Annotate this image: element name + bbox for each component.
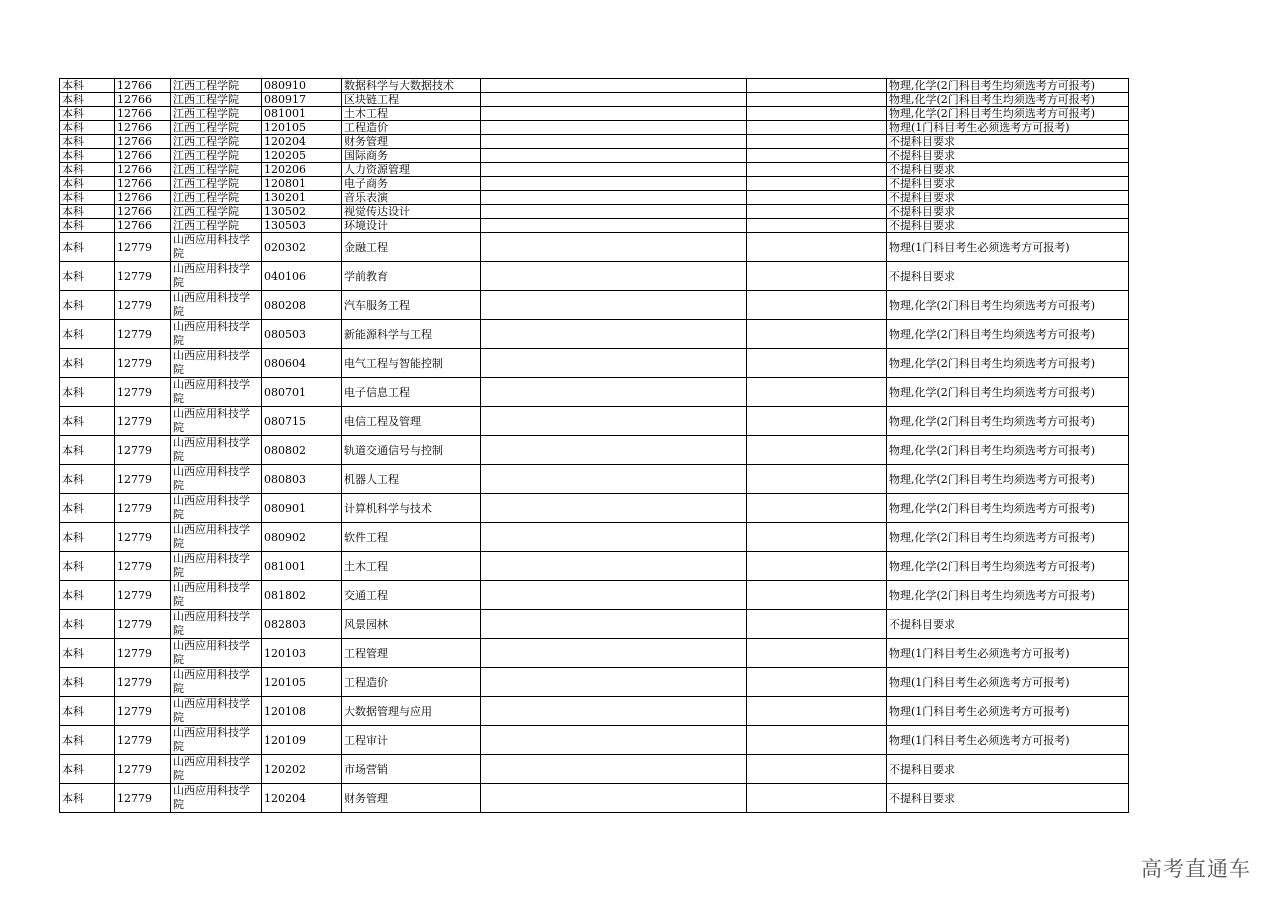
major-name-cell: 区块链工程 [342, 93, 481, 107]
blank-cell [747, 581, 887, 610]
table-row [60, 205, 1129, 219]
level-cell: 本科 [60, 163, 115, 177]
school-code-cell: 12779 [115, 436, 171, 465]
subject-requirement-cell: 不提科目要求 [887, 610, 1129, 639]
blank-cell [481, 610, 747, 639]
school-code-cell: 12779 [115, 610, 171, 639]
blank-cell [481, 668, 747, 697]
blank-cell [481, 79, 747, 93]
blank-cell [747, 163, 887, 177]
subject-requirement-cell: 不提科目要求 [887, 149, 1129, 163]
blank-cell [481, 191, 747, 205]
major-name-cell: 市场营销 [342, 755, 481, 784]
major-code-cell: 080701 [262, 378, 342, 407]
blank-cell [481, 581, 747, 610]
subject-requirement-cell: 不提科目要求 [887, 219, 1129, 233]
blank-cell [481, 726, 747, 755]
table-row [60, 552, 1129, 581]
subject-requirement-cell: 物理,化学(2门科目考生均须选考方可报考) [887, 581, 1129, 610]
subject-requirement-cell: 物理,化学(2门科目考生均须选考方可报考) [887, 407, 1129, 436]
level-cell: 本科 [60, 79, 115, 93]
school-name-cell: 山西应用科技学院 [171, 349, 262, 378]
table-row [60, 668, 1129, 697]
subject-requirement-cell: 物理(1门科目考生必须选考方可报考) [887, 726, 1129, 755]
school-code-cell: 12779 [115, 726, 171, 755]
school-code-cell: 12766 [115, 79, 171, 93]
major-code-cell: 080917 [262, 93, 342, 107]
blank-cell [747, 107, 887, 121]
school-name-cell: 山西应用科技学院 [171, 610, 262, 639]
school-code-cell: 12766 [115, 107, 171, 121]
watermark-text: 高考直通车 [1141, 857, 1251, 881]
blank-cell [747, 523, 887, 552]
subject-requirement-cell: 物理(1门科目考生必须选考方可报考) [887, 668, 1129, 697]
blank-cell [747, 610, 887, 639]
level-cell: 本科 [60, 107, 115, 121]
major-code-cell: 120202 [262, 755, 342, 784]
level-cell: 本科 [60, 668, 115, 697]
blank-cell [481, 163, 747, 177]
school-name-cell: 山西应用科技学院 [171, 523, 262, 552]
blank-cell [481, 436, 747, 465]
major-name-cell: 数据科学与大数据技术 [342, 79, 481, 93]
major-code-cell: 081802 [262, 581, 342, 610]
major-name-cell: 电子商务 [342, 177, 481, 191]
major-name-cell: 人力资源管理 [342, 163, 481, 177]
table-row [60, 121, 1129, 135]
table-row [60, 465, 1129, 494]
level-cell: 本科 [60, 581, 115, 610]
major-code-cell: 082803 [262, 610, 342, 639]
blank-cell [481, 219, 747, 233]
blank-cell [481, 291, 747, 320]
major-name-cell: 汽车服务工程 [342, 291, 481, 320]
blank-cell [481, 320, 747, 349]
blank-cell [747, 219, 887, 233]
school-code-cell: 12779 [115, 494, 171, 523]
blank-cell [747, 262, 887, 291]
table-row [60, 107, 1129, 121]
major-code-cell: 080901 [262, 494, 342, 523]
school-code-cell: 12766 [115, 205, 171, 219]
school-name-cell: 山西应用科技学院 [171, 465, 262, 494]
major-name-cell: 工程管理 [342, 639, 481, 668]
major-code-cell: 080910 [262, 79, 342, 93]
major-code-cell: 120205 [262, 149, 342, 163]
school-name-cell: 山西应用科技学院 [171, 697, 262, 726]
major-code-cell: 120105 [262, 121, 342, 135]
major-name-cell: 工程造价 [342, 121, 481, 135]
blank-cell [481, 135, 747, 149]
school-name-cell: 山西应用科技学院 [171, 668, 262, 697]
school-name-cell: 山西应用科技学院 [171, 639, 262, 668]
blank-cell [747, 784, 887, 813]
school-code-cell: 12779 [115, 523, 171, 552]
subject-requirement-cell: 物理,化学(2门科目考生均须选考方可报考) [887, 79, 1129, 93]
blank-cell [747, 121, 887, 135]
major-name-cell: 音乐表演 [342, 191, 481, 205]
major-name-cell: 工程造价 [342, 668, 481, 697]
table-row [60, 378, 1129, 407]
table-row [60, 639, 1129, 668]
school-code-cell: 12779 [115, 639, 171, 668]
major-name-cell: 软件工程 [342, 523, 481, 552]
school-code-cell: 12779 [115, 784, 171, 813]
table-row [60, 407, 1129, 436]
blank-cell [747, 291, 887, 320]
major-name-cell: 学前教育 [342, 262, 481, 291]
major-code-cell: 040106 [262, 262, 342, 291]
level-cell: 本科 [60, 320, 115, 349]
blank-cell [481, 523, 747, 552]
school-code-cell: 12766 [115, 149, 171, 163]
school-name-cell: 山西应用科技学院 [171, 291, 262, 320]
major-code-cell: 080503 [262, 320, 342, 349]
blank-cell [481, 465, 747, 494]
level-cell: 本科 [60, 291, 115, 320]
major-code-cell: 080802 [262, 436, 342, 465]
major-code-cell: 120204 [262, 784, 342, 813]
level-cell: 本科 [60, 262, 115, 291]
school-name-cell: 江西工程学院 [171, 135, 262, 149]
blank-cell [481, 407, 747, 436]
level-cell: 本科 [60, 639, 115, 668]
school-code-cell: 12779 [115, 552, 171, 581]
blank-cell [747, 552, 887, 581]
school-name-cell: 江西工程学院 [171, 163, 262, 177]
table-row [60, 149, 1129, 163]
blank-cell [481, 697, 747, 726]
level-cell: 本科 [60, 552, 115, 581]
subject-requirement-cell: 不提科目要求 [887, 191, 1129, 205]
subject-requirement-cell: 物理,化学(2门科目考生均须选考方可报考) [887, 107, 1129, 121]
table-row [60, 755, 1129, 784]
table-row [60, 191, 1129, 205]
table-row [60, 135, 1129, 149]
major-name-cell: 财务管理 [342, 784, 481, 813]
table-row [60, 581, 1129, 610]
blank-cell [747, 233, 887, 262]
level-cell: 本科 [60, 121, 115, 135]
subject-requirement-cell: 物理,化学(2门科目考生均须选考方可报考) [887, 291, 1129, 320]
major-name-cell: 电信工程及管理 [342, 407, 481, 436]
school-name-cell: 山西应用科技学院 [171, 755, 262, 784]
major-name-cell: 计算机科学与技术 [342, 494, 481, 523]
blank-cell [747, 205, 887, 219]
subject-requirement-cell: 物理,化学(2门科目考生均须选考方可报考) [887, 320, 1129, 349]
table-row [60, 320, 1129, 349]
level-cell: 本科 [60, 233, 115, 262]
school-code-cell: 12779 [115, 407, 171, 436]
major-code-cell: 120206 [262, 163, 342, 177]
school-name-cell: 江西工程学院 [171, 93, 262, 107]
subject-requirement-cell: 不提科目要求 [887, 784, 1129, 813]
school-code-cell: 12779 [115, 320, 171, 349]
level-cell: 本科 [60, 205, 115, 219]
table-row [60, 79, 1129, 93]
school-name-cell: 山西应用科技学院 [171, 407, 262, 436]
table-row [60, 349, 1129, 378]
blank-cell [481, 349, 747, 378]
blank-cell [747, 465, 887, 494]
blank-cell [747, 668, 887, 697]
blank-cell [747, 726, 887, 755]
level-cell: 本科 [60, 135, 115, 149]
blank-cell [747, 378, 887, 407]
blank-cell [747, 755, 887, 784]
school-name-cell: 江西工程学院 [171, 107, 262, 121]
major-name-cell: 土木工程 [342, 552, 481, 581]
major-code-cell: 130502 [262, 205, 342, 219]
school-name-cell: 山西应用科技学院 [171, 233, 262, 262]
subject-requirement-cell: 物理(1门科目考生必须选考方可报考) [887, 233, 1129, 262]
table-row [60, 726, 1129, 755]
major-code-cell: 081001 [262, 552, 342, 581]
table-row [60, 163, 1129, 177]
table-row [60, 436, 1129, 465]
blank-cell [481, 205, 747, 219]
level-cell: 本科 [60, 436, 115, 465]
level-cell: 本科 [60, 93, 115, 107]
blank-cell [747, 149, 887, 163]
level-cell: 本科 [60, 177, 115, 191]
blank-cell [747, 494, 887, 523]
level-cell: 本科 [60, 494, 115, 523]
table-row [60, 784, 1129, 813]
blank-cell [481, 262, 747, 291]
blank-cell [481, 121, 747, 135]
school-code-cell: 12779 [115, 465, 171, 494]
school-name-cell: 山西应用科技学院 [171, 436, 262, 465]
level-cell: 本科 [60, 378, 115, 407]
blank-cell [481, 494, 747, 523]
subject-requirement-cell: 不提科目要求 [887, 177, 1129, 191]
major-code-cell: 080803 [262, 465, 342, 494]
subject-requirement-cell: 不提科目要求 [887, 163, 1129, 177]
school-code-cell: 12779 [115, 697, 171, 726]
blank-cell [481, 639, 747, 668]
level-cell: 本科 [60, 697, 115, 726]
table-row [60, 262, 1129, 291]
table-row [60, 93, 1129, 107]
school-name-cell: 江西工程学院 [171, 149, 262, 163]
major-name-cell: 交通工程 [342, 581, 481, 610]
school-name-cell: 山西应用科技学院 [171, 262, 262, 291]
major-name-cell: 电子信息工程 [342, 378, 481, 407]
subject-requirement-cell: 物理,化学(2门科目考生均须选考方可报考) [887, 523, 1129, 552]
blank-cell [481, 755, 747, 784]
major-code-cell: 120103 [262, 639, 342, 668]
school-name-cell: 江西工程学院 [171, 205, 262, 219]
table-body [60, 79, 1129, 813]
blank-cell [747, 79, 887, 93]
school-code-cell: 12779 [115, 291, 171, 320]
major-code-cell: 120109 [262, 726, 342, 755]
major-code-cell: 080208 [262, 291, 342, 320]
school-name-cell: 山西应用科技学院 [171, 784, 262, 813]
school-name-cell: 山西应用科技学院 [171, 552, 262, 581]
school-code-cell: 12766 [115, 219, 171, 233]
admissions-table [59, 78, 1129, 813]
major-name-cell: 大数据管理与应用 [342, 697, 481, 726]
blank-cell [747, 93, 887, 107]
major-name-cell: 金融工程 [342, 233, 481, 262]
level-cell: 本科 [60, 784, 115, 813]
level-cell: 本科 [60, 191, 115, 205]
major-name-cell: 机器人工程 [342, 465, 481, 494]
subject-requirement-cell: 不提科目要求 [887, 135, 1129, 149]
subject-requirement-cell: 物理,化学(2门科目考生均须选考方可报考) [887, 378, 1129, 407]
school-code-cell: 12766 [115, 93, 171, 107]
major-name-cell: 风景园林 [342, 610, 481, 639]
blank-cell [481, 378, 747, 407]
subject-requirement-cell: 物理,化学(2门科目考生均须选考方可报考) [887, 436, 1129, 465]
major-code-cell: 080715 [262, 407, 342, 436]
school-name-cell: 江西工程学院 [171, 177, 262, 191]
subject-requirement-cell: 物理,化学(2门科目考生均须选考方可报考) [887, 465, 1129, 494]
major-code-cell: 080604 [262, 349, 342, 378]
level-cell: 本科 [60, 610, 115, 639]
subject-requirement-cell: 物理(1门科目考生必须选考方可报考) [887, 697, 1129, 726]
table-row [60, 291, 1129, 320]
school-name-cell: 山西应用科技学院 [171, 494, 262, 523]
subject-requirement-cell: 不提科目要求 [887, 262, 1129, 291]
subject-requirement-cell: 物理(1门科目考生必须选考方可报考) [887, 639, 1129, 668]
major-name-cell: 土木工程 [342, 107, 481, 121]
blank-cell [747, 349, 887, 378]
table-row [60, 697, 1129, 726]
blank-cell [481, 149, 747, 163]
blank-cell [747, 191, 887, 205]
school-code-cell: 12779 [115, 262, 171, 291]
blank-cell [747, 697, 887, 726]
subject-requirement-cell: 物理,化学(2门科目考生均须选考方可报考) [887, 552, 1129, 581]
blank-cell [747, 436, 887, 465]
blank-cell [747, 639, 887, 668]
major-code-cell: 120108 [262, 697, 342, 726]
subject-requirement-cell: 物理,化学(2门科目考生均须选考方可报考) [887, 349, 1129, 378]
subject-requirement-cell: 不提科目要求 [887, 755, 1129, 784]
major-name-cell: 电气工程与智能控制 [342, 349, 481, 378]
blank-cell [747, 407, 887, 436]
school-name-cell: 江西工程学院 [171, 219, 262, 233]
school-name-cell: 江西工程学院 [171, 191, 262, 205]
table-row [60, 610, 1129, 639]
level-cell: 本科 [60, 523, 115, 552]
blank-cell [481, 177, 747, 191]
school-code-cell: 12766 [115, 191, 171, 205]
blank-cell [481, 784, 747, 813]
major-code-cell: 120204 [262, 135, 342, 149]
blank-cell [481, 107, 747, 121]
blank-cell [747, 320, 887, 349]
school-name-cell: 山西应用科技学院 [171, 320, 262, 349]
school-code-cell: 12779 [115, 668, 171, 697]
major-code-cell: 020302 [262, 233, 342, 262]
level-cell: 本科 [60, 465, 115, 494]
major-name-cell: 新能源科学与工程 [342, 320, 481, 349]
blank-cell [481, 233, 747, 262]
school-code-cell: 12779 [115, 378, 171, 407]
major-name-cell: 视觉传达设计 [342, 205, 481, 219]
major-name-cell: 工程审计 [342, 726, 481, 755]
school-code-cell: 12779 [115, 581, 171, 610]
blank-cell [481, 93, 747, 107]
school-code-cell: 12766 [115, 121, 171, 135]
blank-cell [481, 552, 747, 581]
subject-requirement-cell: 物理(1门科目考生必须选考方可报考) [887, 121, 1129, 135]
level-cell: 本科 [60, 755, 115, 784]
level-cell: 本科 [60, 349, 115, 378]
table-row [60, 219, 1129, 233]
school-name-cell: 山西应用科技学院 [171, 581, 262, 610]
level-cell: 本科 [60, 726, 115, 755]
table-row [60, 233, 1129, 262]
table-row [60, 177, 1129, 191]
school-name-cell: 山西应用科技学院 [171, 726, 262, 755]
level-cell: 本科 [60, 407, 115, 436]
major-code-cell: 120801 [262, 177, 342, 191]
school-name-cell: 江西工程学院 [171, 121, 262, 135]
school-code-cell: 12779 [115, 233, 171, 262]
school-name-cell: 山西应用科技学院 [171, 378, 262, 407]
subject-requirement-cell: 不提科目要求 [887, 205, 1129, 219]
major-code-cell: 120105 [262, 668, 342, 697]
major-name-cell: 轨道交通信号与控制 [342, 436, 481, 465]
school-code-cell: 12779 [115, 349, 171, 378]
major-name-cell: 财务管理 [342, 135, 481, 149]
subject-requirement-cell: 物理,化学(2门科目考生均须选考方可报考) [887, 494, 1129, 523]
blank-cell [747, 177, 887, 191]
subject-requirement-cell: 物理,化学(2门科目考生均须选考方可报考) [887, 93, 1129, 107]
level-cell: 本科 [60, 149, 115, 163]
major-code-cell: 130201 [262, 191, 342, 205]
school-code-cell: 12766 [115, 135, 171, 149]
major-name-cell: 国际商务 [342, 149, 481, 163]
major-name-cell: 环境设计 [342, 219, 481, 233]
level-cell: 本科 [60, 219, 115, 233]
school-name-cell: 江西工程学院 [171, 79, 262, 93]
school-code-cell: 12779 [115, 755, 171, 784]
school-code-cell: 12766 [115, 177, 171, 191]
major-code-cell: 080902 [262, 523, 342, 552]
school-code-cell: 12766 [115, 163, 171, 177]
table-row [60, 494, 1129, 523]
table-row [60, 523, 1129, 552]
major-code-cell: 081001 [262, 107, 342, 121]
blank-cell [747, 135, 887, 149]
major-code-cell: 130503 [262, 219, 342, 233]
